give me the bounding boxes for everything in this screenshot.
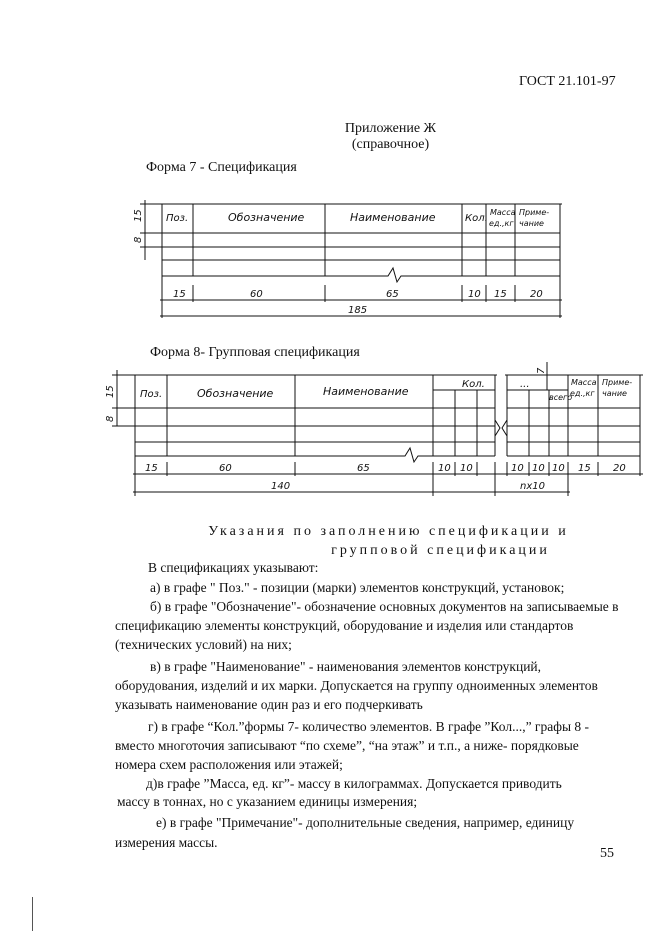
form7-w-mass: 15 xyxy=(494,289,507,300)
form8-col-note-l2: чание xyxy=(602,389,627,398)
instr-line-4: (технических условий) на них; xyxy=(115,637,292,652)
form8-caption: Форма 8- Групповая спецификация xyxy=(150,345,360,360)
instr-line-10: номера схем расположения или этажей; xyxy=(115,757,343,772)
instr-line-7: указывать наименование один раз и его подчеркивать xyxy=(115,697,423,712)
form8-w-nx: nх10 xyxy=(520,481,545,492)
form8-col-mass-l1: Масса xyxy=(571,378,597,387)
form7-table xyxy=(110,190,580,325)
instr-line-5: в) в графе "Наименование" - наименования элементов конструкций, xyxy=(150,659,542,674)
form7-col-note-l2: чание xyxy=(519,219,544,228)
form7-col-pos: Поз. xyxy=(166,213,189,224)
form8-w-qty2: 10 xyxy=(460,463,473,474)
form7-col-note-l1: Приме- xyxy=(519,208,550,217)
instructions-heading-l2: групповой спецификации xyxy=(331,543,550,558)
form8-w-total: 140 xyxy=(271,481,291,492)
instr-line-3: спецификацию элементы конструкций, оборудование и изделия или стандартов xyxy=(115,618,574,633)
instr-line-8: г) в графе “Кол.”формы 7- количество элементов. В графе ”Кол...,” графы 8 - xyxy=(148,719,590,734)
form8-col-name: Наименование xyxy=(323,385,409,398)
instr-line-0: В спецификациях указывают: xyxy=(148,560,319,575)
form8-w-pos: 15 xyxy=(145,463,158,474)
form8-w-note: 20 xyxy=(613,463,626,474)
scan-mark xyxy=(32,897,33,931)
form7-col-mass-l2: ед.,кг xyxy=(489,219,514,228)
form8-dim-15: 15 xyxy=(105,385,116,398)
form7-w-total: 185 xyxy=(348,305,368,316)
form8-table xyxy=(95,360,655,505)
form7-w-qty: 10 xyxy=(468,289,481,300)
instr-line-6: оборудования, изделий и их марки. Допускается на группу одноименных элементов xyxy=(115,678,598,693)
instr-line-2: б) в графе "Обозначение"- обозначение основных документов на записываемые в xyxy=(150,599,619,614)
form8-w-col2: 10 xyxy=(532,463,545,474)
form8-w-col3: 10 xyxy=(552,463,565,474)
instr-line-1: а) в графе " Поз." - позиции (марки) элементов конструкций, установок; xyxy=(150,580,565,595)
form7-w-designation: 60 xyxy=(250,289,263,300)
form8-col-mass-l2: ед.,кг xyxy=(570,389,595,398)
instr-line-11: д)в графе ”Масса, ед. кг”- массу в килограммах. Допускается приводить xyxy=(146,776,562,791)
form7-w-pos: 15 xyxy=(173,289,186,300)
form8-dim-7: 7 xyxy=(536,367,547,374)
instr-line-9: вместо многоточия записывают “по схеме”, “на этаж” и т.п., а ниже- порядковые xyxy=(115,738,579,753)
form8-w-col1: 10 xyxy=(511,463,524,474)
instr-line-13: е) в графе "Примечание"- дополнительные сведения, например, единицу xyxy=(156,815,575,830)
instructions-heading-l1: Указания по заполнению спецификации и xyxy=(208,524,569,539)
page-number: 55 xyxy=(600,846,614,861)
form8-col-note-l1: Приме- xyxy=(602,378,633,387)
instr-line-14: измерения массы. xyxy=(115,835,218,850)
form7-w-note: 20 xyxy=(530,289,543,300)
form7-col-qty: Кол. xyxy=(465,213,488,224)
appendix-subtitle: (справочное) xyxy=(351,137,430,152)
form7-col-designation: Обозначение xyxy=(228,211,305,224)
standard-number: ГОСТ 21.101-97 xyxy=(519,74,616,89)
form8-w-designation: 60 xyxy=(219,463,232,474)
form8-col-total: всего xyxy=(549,393,573,402)
form7-caption: Форма 7 - Спецификация xyxy=(146,160,297,175)
form7-dim-15: 15 xyxy=(133,209,144,222)
instr-line-12: массу в тоннах, но с указанием единицы измерения; xyxy=(117,794,418,809)
form8-col-pos: Поз. xyxy=(140,389,163,400)
form8-col-designation: Обозначение xyxy=(197,387,274,400)
form7-col-name: Наименование xyxy=(350,211,436,224)
appendix-title: Приложение Ж xyxy=(344,121,437,136)
form8-w-qty1: 10 xyxy=(438,463,451,474)
form7-dim-8: 8 xyxy=(133,236,144,243)
form8-col-ellipsis: ... xyxy=(520,379,530,390)
form8-w-name: 65 xyxy=(357,463,370,474)
form7-w-name: 65 xyxy=(386,289,399,300)
form8-col-qty: Кол. xyxy=(462,379,485,390)
form8-w-mass: 15 xyxy=(578,463,591,474)
form8-dim-8: 8 xyxy=(105,415,116,422)
form7-col-mass-l1: Масса xyxy=(490,208,516,217)
